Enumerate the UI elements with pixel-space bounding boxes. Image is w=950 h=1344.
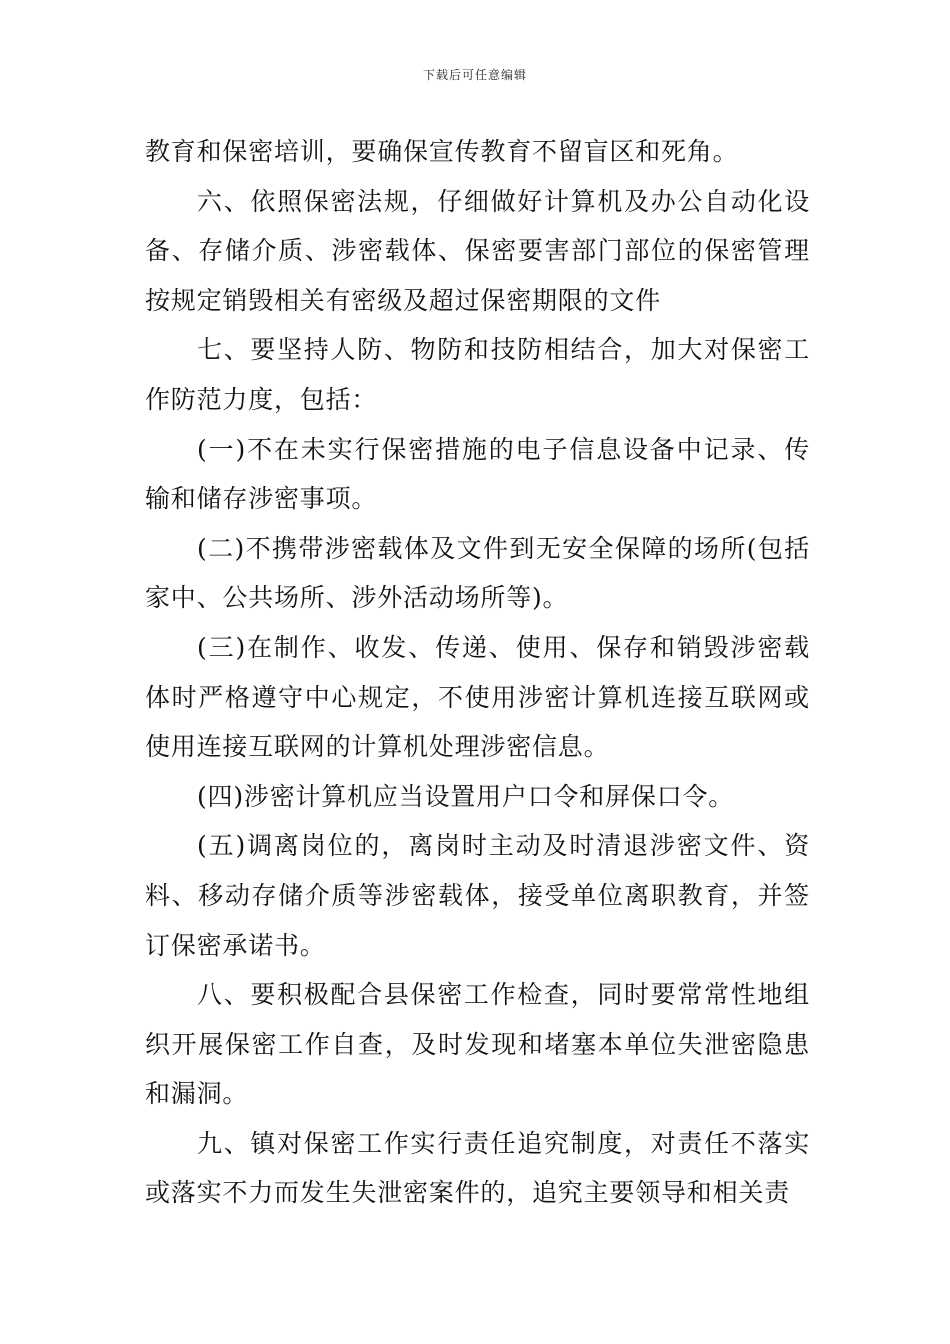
- paragraph-subitem-5: (五)调离岗位的，离岗时主动及时清退涉密文件、资料、移动存储介质等涉密载体，接受单位离职教育，并签订保密承诺书。: [145, 831, 810, 960]
- paragraph-continuation: 教育和保密培训，要确保宣传教育不留盲区和死角。: [145, 137, 739, 166]
- paragraph-item-9: 九、镇对保密工作实行责任追究制度，对责任不落实或落实不力而发生失泄密案件的，追究主要领导和相关责: [145, 1128, 810, 1208]
- paragraph-item-6: 六、依照保密法规，仔细做好计算机及办公自动化设备、存储介质、涉密载体、保密要害部门部位的保密管理按规定销毁相关有密级及超过保密期限的文件: [145, 186, 810, 315]
- paragraph-subitem-2: (二)不携带涉密载体及文件到无安全保障的场所(包括家中、公共场所、涉外活动场所等)。: [145, 533, 810, 613]
- paragraph-subitem-1: (一)不在未实行保密措施的电子信息设备中记录、传输和储存涉密事项。: [145, 434, 810, 514]
- paragraph-subitem-3: (三)在制作、收发、传递、使用、保存和销毁涉密载体时严格遵守中心规定，不使用涉密计算机连接互联网或使用连接互联网的计算机处理涉密信息。: [145, 632, 810, 762]
- document-body: [145, 127, 810, 1218]
- paragraph-subitem-4: (四)涉密计算机应当设置用户口令和屏保口令。: [197, 781, 735, 811]
- paragraph-item-7: 七、要坚持人防、物防和技防相结合，加大对保密工作防范力度，包括：: [145, 335, 810, 414]
- page-header: 下载后可任意编辑: [422, 68, 527, 82]
- paragraph-item-8: 八、要积极配合县保密工作检查，同时要常常性地组织开展保密工作自查，及时发现和堵塞本单位失泄密隐患和漏洞。: [145, 980, 810, 1109]
